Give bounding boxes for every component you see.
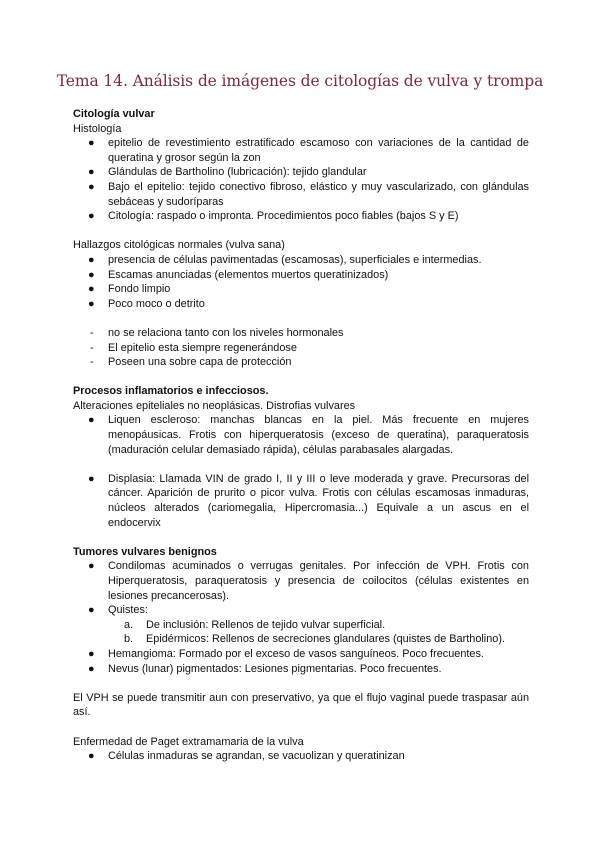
bullet-icon: ● xyxy=(88,166,95,179)
list-item xyxy=(73,413,529,457)
bullet-icon: ● xyxy=(88,283,95,296)
dash-item-text: El epitelio esta siempre regenerándose xyxy=(108,341,297,354)
sub-list-item xyxy=(73,632,529,647)
list-item xyxy=(73,749,529,764)
section-heading-tumores-benignos: Tumores vulvares benignos xyxy=(73,545,217,558)
list-item-text: Nevus (lunar) pigmentados: Lesiones pigmentarias. Poco frecuentes. xyxy=(108,662,442,675)
bullet-icon: ● xyxy=(88,560,95,573)
dash-icon: - xyxy=(90,326,94,339)
subheading-paget: Enfermedad de Paget extramamaria de la vulva xyxy=(73,735,304,748)
list-item-text: Displasia: Llamada VIN de grado I, II y III o leve moderada y grave. Precursoras del cáncer. Aparición de prurito o picor vulva. Frotis con células escamosas inmaduras, núcleos alterados (cariomegalia, Hipercromasia...) Equivale a un ascus en el endocervix xyxy=(108,472,529,529)
bullet-icon: ● xyxy=(88,137,95,150)
section-heading-procesos-inflamatorios: Procesos inflamatorios e infecciosos. xyxy=(73,385,269,398)
list-item-text: Quistes: xyxy=(108,604,148,617)
list-item xyxy=(73,180,529,209)
list-item xyxy=(73,472,529,530)
vph-note: El VPH se puede transmitir aun con preservativo, ya que el flujo vaginal puede traspasar aún así. xyxy=(73,691,529,719)
list-item-text: Citología: raspado o impronta. Procedimientos poco fiables (bajos S y E) xyxy=(108,210,459,223)
sub-list-item-text: Epidérmicos: Rellenos de secreciones glandulares (quistes de Bartholino). xyxy=(146,633,505,646)
bullet-icon: ● xyxy=(88,210,95,223)
list-item-text: Poco moco o detrito xyxy=(108,297,205,310)
list-item xyxy=(73,297,529,312)
sub-list-marker: a. xyxy=(124,618,134,631)
sub-list-item-text: De inclusión: Rellenos de tejido vulvar superficial. xyxy=(146,618,386,631)
sub-list-item xyxy=(73,618,529,633)
list-item-text: Fondo limpio xyxy=(108,283,171,296)
list-item xyxy=(73,559,529,603)
list-item-text: presencia de células pavimentadas (escamosas), superficiales e intermedias. xyxy=(108,253,482,266)
bullet-icon: ● xyxy=(88,180,95,193)
list-item xyxy=(73,136,529,165)
bullet-icon: ● xyxy=(88,647,95,660)
dash-item xyxy=(73,341,529,356)
bullet-icon: ● xyxy=(88,297,95,310)
list-item xyxy=(73,268,529,283)
list-item-text: Bajo el epitelio: tejido conectivo fibroso, elástico y muy vascularizado, con glándulas sebáceas y sudoríparas xyxy=(108,180,529,208)
list-item-text: Liquen escleroso: manchas blancas en la piel. Más frecuente en mujeres menopáusicas. Frotis con hiperqueratosis (exceso de queratina), paraqueratosis (maduración celular demasiado rápida), células parabasales alargadas. xyxy=(108,414,529,456)
dash-item xyxy=(73,326,529,341)
bullet-icon: ● xyxy=(88,662,95,675)
subheading-hallazgos: Hallazgos citológicas normales (vulva sana) xyxy=(73,239,285,252)
dash-item-text: no se relaciona tanto con los niveles hormonales xyxy=(108,326,344,339)
bullet-icon: ● xyxy=(88,750,95,763)
sub-list-marker: b. xyxy=(124,633,134,646)
list-item xyxy=(73,165,529,180)
dash-icon: - xyxy=(90,356,94,369)
list-item-text: Escamas anunciadas (elementos muertos queratinizados) xyxy=(108,268,389,281)
bullet-icon: ● xyxy=(88,472,95,485)
dash-item xyxy=(73,355,529,370)
list-item xyxy=(73,253,529,268)
list-item xyxy=(73,603,529,618)
document-body xyxy=(73,107,529,764)
list-item-text: epitelio de revestimiento estratificado escamoso con variaciones de la cantidad de queratina y grosor según la zon xyxy=(108,137,529,164)
bullet-icon: ● xyxy=(88,253,95,266)
subheading-histologia: Histología xyxy=(73,122,122,135)
dash-item-text: Poseen una sobre capa de protección xyxy=(108,356,292,369)
bullet-icon: ● xyxy=(88,414,95,427)
list-item-text: Hemangioma: Formado por el exceso de vasos sanguíneos. Poco frecuentes. xyxy=(108,647,484,660)
dash-icon: - xyxy=(90,341,94,354)
list-item xyxy=(73,282,529,297)
list-item-text: Condilomas acuminados o verrugas genitales. Por infección de VPH. Frotis con Hiperqueratosis, paraqueratosis y presencia de coilocitos (células existentes en lesiones precancerosas). xyxy=(108,560,529,602)
list-item xyxy=(73,662,529,677)
list-item xyxy=(73,209,529,224)
section-heading-citologia-vulvar: Citología vulvar xyxy=(73,108,155,120)
page-title: Tema 14. Análisis de imágenes de citologías de vulva y trompa xyxy=(56,72,544,90)
bullet-icon: ● xyxy=(88,268,95,281)
bullet-icon: ● xyxy=(88,604,95,617)
subheading-alteraciones: Alteraciones epiteliales no neoplásicas. Distrofias vulvares xyxy=(73,399,356,412)
list-item xyxy=(73,647,529,662)
list-item-text: Glándulas de Bartholino (lubricación): tejido glandular xyxy=(108,166,367,179)
list-item-text: Células inmaduras se agrandan, se vacuolizan y queratinizan xyxy=(108,750,405,763)
